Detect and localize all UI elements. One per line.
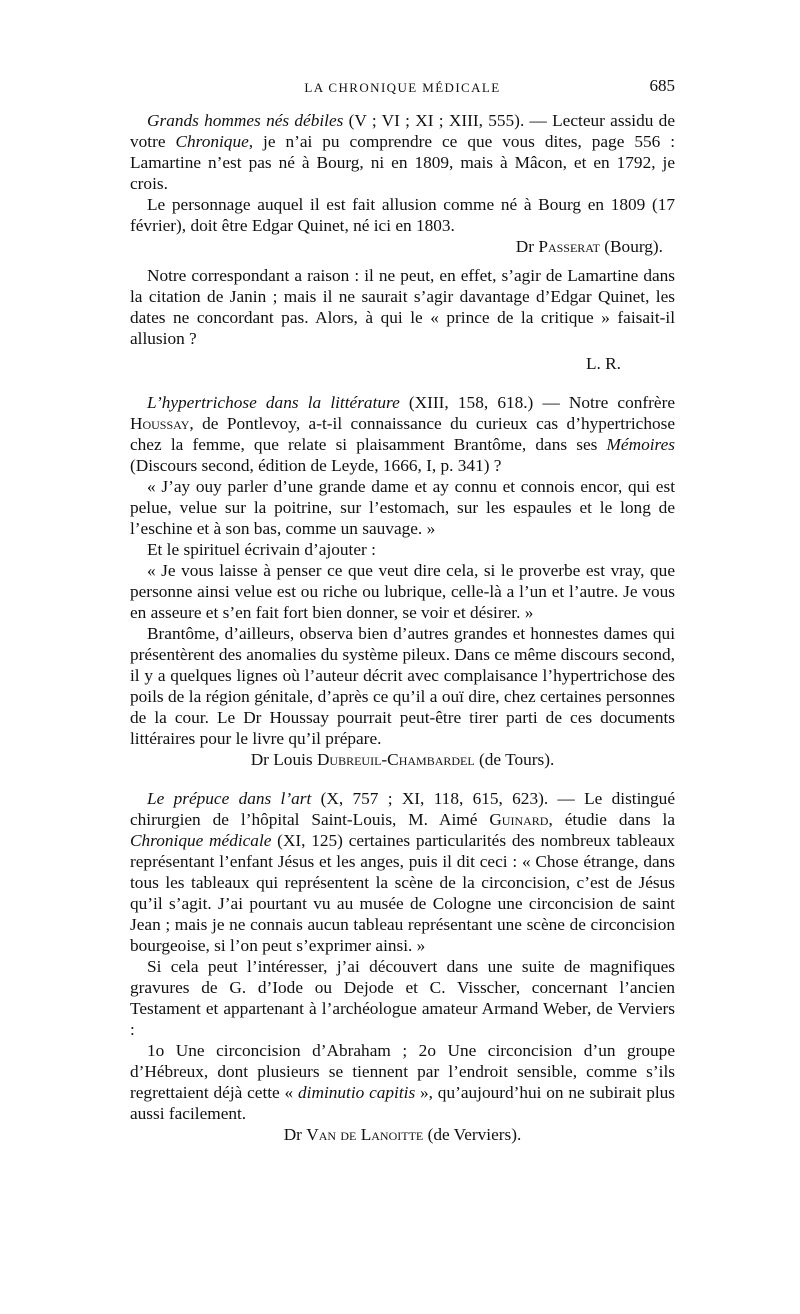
paragraph: Le prépuce dans l’art (X, 757 ; XI, 118, 615, 623). — Le distingué chirurgien de l’hôpital Saint-Louis, M. Aimé Guinard, étudie dans la Chronique médicale (XI, 125) certaines particularités des nombreux tableaux représentant l’enfant Jésus et les anges, puis il dit ceci : « Chose étrange, dans tous les tableaux qui représentent la scène de la circoncision, c’est de Jésus qu’il s’agit. J’ai pourtant vu au musée de Cologne une circoncision de saint Jean ; mais je ne connais aucun tableau représentant une scène de circoncision bourgeoise, si l’on peut s’exprimer ainsi. » [130,789,676,955]
editor-reply: Notre correspondant a raison : il ne peut, en effet, s’agir de Lamartine dans la citation de Janin ; mais il ne saurait s’agir davantage d’Edgar Quinet, les dates ne concordant pas. Alors, à qui le « prince de la critique » faisait-il allusion ? [130,266,675,348]
paragraph: Si cela peut l’intéresser, j’ai découvert dans une suite de magnifiques gravures de G. d’Iode ou Dejode et C. Visscher, concernant l’ancien Testament et appartenant à l’archéologue amateur Armand Weber, de Verviers : [130,957,675,1039]
paragraph: Brantôme, d’ailleurs, observa bien d’autres grandes et honnestes dames qui présentèrent des anomalies du système pileux. Dans ce même discours second, il y a quelques lignes où l’auteur décrit avec complaisance l’hypertrichose des poils de la région génitale, d’après ce qu’il a ouï dire, chez certaines personnes de la cour. Le Dr Houssay pourrait peut-être tirer parti de ces documents littéraires pour le livre qu’il prépare. [130,624,675,748]
paragraph: L’hypertrichose dans la littérature (XIII, 158, 618.) — Notre confrère Houssay, de Pontlevoy, a-t-il connaissance du curieux cas d’hypertrichose chez la femme, que relate si plaisamment Brantôme, dans ses Mémoires (Discours second, édition de Leyde, 1666, I, p. 341) ? [130,393,675,475]
paragraph: Grands hommes nés débiles (V ; VI ; XI ; XIII, 555). — Lecteur assidu de votre Chronique, je n’ai pu comprendre ce que vous dites, page 556 : Lamartine n’est pas né à Bourg, ni en 1809, mais à Mâcon, et en 1792, je crois. [130,111,676,193]
page-body [130,70,675,1145]
editor-initials: L. R. [585,354,621,373]
signature: Dr Louis Dubreuil-Chambardel (de Tours). [250,750,555,769]
page-number: 685 [649,76,675,95]
quotation: « Je vous laisse à penser ce que veut dire cela, si le proverbe est vray, que personne ainsi velue est ou riche ou lubrique, celle-là a l’un et l’autre. Je vous en asseure et s’en fait fort bien donner, se voir et désirer. » [130,561,675,622]
quotation: « J’ay ouy parler d’une grande dame et ay connu et connois encor, qui est pelue, velue sur la poitrine, sur l’estomach, sur les espaules et le long de l’eschine et à son bas, comme un sauvage. » [130,477,675,538]
article-grands-hommes [130,110,675,374]
article-prepuce [130,788,675,1145]
paragraph: 1o Une circoncision d’Abraham ; 2o Une circoncision d’un groupe d’Hébreux, dont plusieurs se tiennent par l’endroit sensible, comme s’ils regrettaient déjà cette « diminutio capitis », qu’aujourd’hui on ne subirait plus aussi facilement. [130,1041,676,1123]
running-head: LA CHRONIQUE MÉDICALE [304,80,501,95]
signature: Dr Passerat (Bourg). [515,237,663,256]
article-title: L’hypertrichose dans la littérature [147,393,400,412]
article-title: Le prépuce dans l’art [147,789,312,808]
article-title: Grands hommes nés débiles [147,111,344,130]
paragraph: Le personnage auquel il est fait allusion comme né à Bourg en 1809 (17 février), doit être Edgar Quinet, né ici en 1803. [130,195,675,235]
page-header [130,70,675,110]
signature: Dr Van de Lanoitte (de Verviers). [283,1125,522,1144]
paragraph: Et le spirituel écrivain d’ajouter : [147,540,376,559]
article-hypertrichose [130,392,675,770]
